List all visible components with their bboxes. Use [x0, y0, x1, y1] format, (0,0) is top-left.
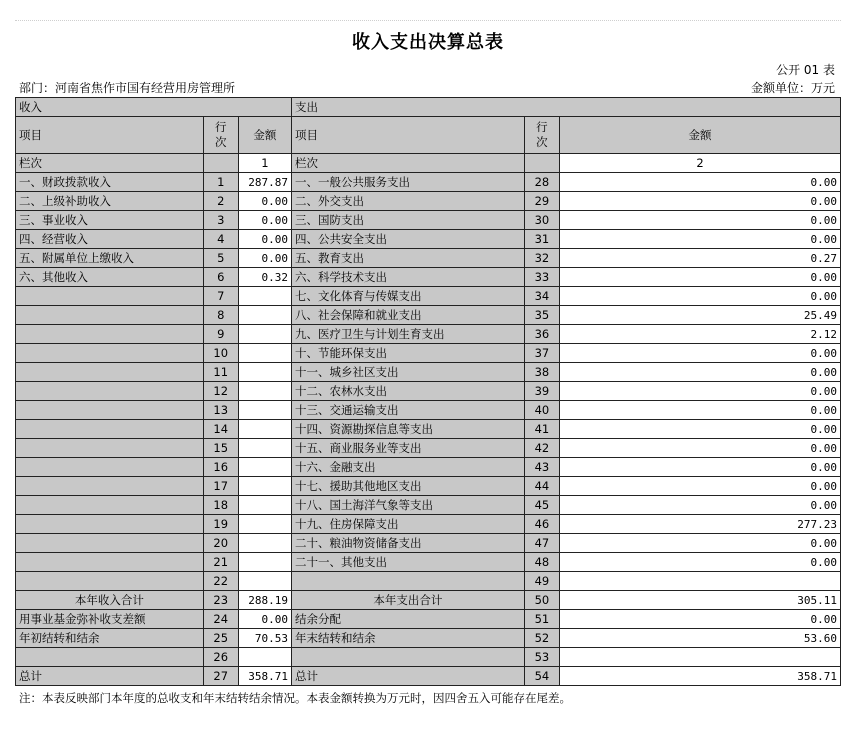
expense-amount: 0.00: [559, 420, 840, 439]
income-amount: [238, 344, 291, 363]
grand-total-row: [16, 667, 841, 686]
expense-amount: 277.23: [559, 515, 840, 534]
expense-item-label: 十九、住房保障支出: [291, 515, 524, 534]
expense-item-label: 十、节能环保支出: [291, 344, 524, 363]
grand-total-income-label: 总计: [16, 667, 204, 686]
table-row: [16, 173, 841, 192]
expense-item-label: 七、文化体育与传媒支出: [291, 287, 524, 306]
income-item-label: [16, 515, 204, 534]
report-sheet: [15, 20, 841, 706]
expense-amount: [559, 572, 840, 591]
expense-item-label: 九、医疗卫生与计划生育支出: [291, 325, 524, 344]
year-income-total-amount: 288.19: [238, 591, 291, 610]
table-row: [16, 363, 841, 382]
begin-balance-amount: 70.53: [238, 629, 291, 648]
end-balance-line: 52: [524, 629, 559, 648]
table-row: [16, 306, 841, 325]
expense-item-label: 十六、金融支出: [291, 458, 524, 477]
expense-item-label: 二十一、其他支出: [291, 553, 524, 572]
expense-line-number: 29: [524, 192, 559, 211]
income-amount: [238, 325, 291, 344]
expense-item-label: 八、社会保障和就业支出: [291, 306, 524, 325]
expense-line-number: 40: [524, 401, 559, 420]
end-balance-amount: 53.60: [559, 629, 840, 648]
year-expense-total-label: 本年支出合计: [291, 591, 524, 610]
fund-amount: 0.00: [238, 610, 291, 629]
section-header-row: [16, 98, 841, 117]
income-amount: [238, 439, 291, 458]
income-line-number: 15: [203, 439, 238, 458]
expense-line-number: 34: [524, 287, 559, 306]
grand-total-expense-label: 总计: [291, 667, 524, 686]
income-amount: [238, 496, 291, 515]
income-amount: [238, 382, 291, 401]
income-amount: [238, 458, 291, 477]
fund-row: [16, 610, 841, 629]
income-item-label: [16, 553, 204, 572]
income-line-number: 22: [203, 572, 238, 591]
expense-amount: 0.00: [559, 230, 840, 249]
income-line-number: 21: [203, 553, 238, 572]
expense-line-number: 41: [524, 420, 559, 439]
table-row: [16, 496, 841, 515]
income-line-number: 17: [203, 477, 238, 496]
begin-balance-label: 年初结转和结余: [16, 629, 204, 648]
expense-line-number: 43: [524, 458, 559, 477]
income-line-number: 3: [203, 211, 238, 230]
department-row: [15, 79, 841, 97]
income-line-header: 行 次: [203, 117, 238, 154]
income-line-number: 4: [203, 230, 238, 249]
income-amount: [238, 572, 291, 591]
income-item-label: 一、财政拨款收入: [16, 173, 204, 192]
income-item-label: [16, 439, 204, 458]
income-line-number: 20: [203, 534, 238, 553]
distribution-label: 结余分配: [291, 610, 524, 629]
table-row: [16, 553, 841, 572]
income-item-label: [16, 458, 204, 477]
expense-column-number: 2: [559, 154, 840, 173]
expense-amount: 0.00: [559, 534, 840, 553]
income-item-label: [16, 325, 204, 344]
table-row: [16, 230, 841, 249]
income-line-number: 2: [203, 192, 238, 211]
table-row: [16, 458, 841, 477]
table-row: [16, 534, 841, 553]
table-row: [16, 287, 841, 306]
blank-income-line: 26: [203, 648, 238, 667]
income-item-label: [16, 420, 204, 439]
blank-income-amount: [238, 648, 291, 667]
income-item-label: [16, 382, 204, 401]
blank-income-label: [16, 648, 204, 667]
expense-amount-header: 金额: [559, 117, 840, 154]
department-name: 部门：河南省焦作市国有经营用房管理所: [19, 81, 236, 95]
expense-line-number: 30: [524, 211, 559, 230]
income-amount: 0.00: [238, 249, 291, 268]
expense-amount: 0.00: [559, 382, 840, 401]
income-item-label: [16, 572, 204, 591]
expense-line-number: 32: [524, 249, 559, 268]
expense-column-blank: [524, 154, 559, 173]
income-item-label: [16, 306, 204, 325]
expense-amount: 0.00: [559, 496, 840, 515]
expense-line-number: 46: [524, 515, 559, 534]
expense-column-label: 栏次: [291, 154, 524, 173]
table-row: [16, 249, 841, 268]
expense-amount: 0.00: [559, 458, 840, 477]
expense-section-header: 支出: [291, 98, 840, 117]
table-row: [16, 382, 841, 401]
form-number-row: [15, 61, 841, 79]
expense-amount: 0.00: [559, 363, 840, 382]
income-column-blank: [203, 154, 238, 173]
expense-item-label: [291, 572, 524, 591]
table-row: [16, 515, 841, 534]
income-line-number: 9: [203, 325, 238, 344]
end-balance-label: 年末结转和结余: [291, 629, 524, 648]
income-amount: [238, 401, 291, 420]
income-amount: [238, 287, 291, 306]
income-line-number: 11: [203, 363, 238, 382]
income-amount: [238, 477, 291, 496]
expense-line-number: 39: [524, 382, 559, 401]
income-amount: [238, 553, 291, 572]
income-item-label: [16, 477, 204, 496]
column-number-row: [16, 154, 841, 173]
income-item-label: [16, 287, 204, 306]
expense-line-number: 44: [524, 477, 559, 496]
begin-balance-line: 25: [203, 629, 238, 648]
year-income-total-line: 23: [203, 591, 238, 610]
expense-amount: 0.00: [559, 553, 840, 572]
table-row: [16, 439, 841, 458]
income-amount: [238, 420, 291, 439]
expense-line-number: 31: [524, 230, 559, 249]
expense-amount: 0.00: [559, 268, 840, 287]
expense-item-label: 六、科学技术支出: [291, 268, 524, 287]
form-number: 公开 01 表: [776, 63, 835, 77]
income-line-number: 10: [203, 344, 238, 363]
expense-item-header: 项目: [291, 117, 524, 154]
expense-line-number: 47: [524, 534, 559, 553]
income-amount: 0.32: [238, 268, 291, 287]
expense-amount: 2.12: [559, 325, 840, 344]
expense-line-number: 37: [524, 344, 559, 363]
expense-amount: 0.00: [559, 192, 840, 211]
expense-amount: 0.00: [559, 401, 840, 420]
amount-unit: 金额单位：万元: [750, 81, 835, 95]
expense-amount: 0.27: [559, 249, 840, 268]
expense-line-header: 行 次: [524, 117, 559, 154]
income-amount: 0.00: [238, 230, 291, 249]
blank-expense-line: 53: [524, 648, 559, 667]
expense-amount: 0.00: [559, 173, 840, 192]
income-line-number: 12: [203, 382, 238, 401]
income-amount: [238, 306, 291, 325]
income-line-number: 6: [203, 268, 238, 287]
distribution-line: 51: [524, 610, 559, 629]
income-amount-header: 金额: [238, 117, 291, 154]
income-line-number: 7: [203, 287, 238, 306]
income-line-number: 19: [203, 515, 238, 534]
expense-line-number: 42: [524, 439, 559, 458]
income-item-label: 三、事业收入: [16, 211, 204, 230]
expense-line-number: 38: [524, 363, 559, 382]
income-amount: [238, 515, 291, 534]
expense-item-label: 十四、资源勘探信息等支出: [291, 420, 524, 439]
income-item-label: 五、附属单位上缴收入: [16, 249, 204, 268]
expense-item-label: 十二、农林水支出: [291, 382, 524, 401]
income-item-label: [16, 534, 204, 553]
expense-item-label: 一、一般公共服务支出: [291, 173, 524, 192]
expense-item-label: 十八、国土海洋气象等支出: [291, 496, 524, 515]
fund-line: 24: [203, 610, 238, 629]
grand-total-expense-amount: 358.71: [559, 667, 840, 686]
income-amount: [238, 363, 291, 382]
expense-item-label: 十三、交通运输支出: [291, 401, 524, 420]
table-row: [16, 420, 841, 439]
table-row: [16, 325, 841, 344]
expense-line-number: 45: [524, 496, 559, 515]
expense-amount: 25.49: [559, 306, 840, 325]
blank-expense-label: [291, 648, 524, 667]
income-item-label: [16, 344, 204, 363]
grand-total-income-amount: 358.71: [238, 667, 291, 686]
grand-total-expense-line: 54: [524, 667, 559, 686]
expense-item-label: 二、外交支出: [291, 192, 524, 211]
expense-amount: 0.00: [559, 344, 840, 363]
expense-item-label: 三、国防支出: [291, 211, 524, 230]
income-item-header: 项目: [16, 117, 204, 154]
footnote: 注：本表反映部门本年度的总收支和年末结转结余情况。本表金额转换为万元时，因四舍五入可能存在尾差。: [19, 691, 571, 705]
income-line-number: 5: [203, 249, 238, 268]
income-item-label: [16, 496, 204, 515]
expense-amount: 0.00: [559, 211, 840, 230]
income-amount: 287.87: [238, 173, 291, 192]
year-total-row: [16, 591, 841, 610]
year-income-total-label: 本年收入合计: [16, 591, 204, 610]
year-expense-total-line: 50: [524, 591, 559, 610]
table-row: [16, 344, 841, 363]
column-header-row: [16, 117, 841, 154]
expense-item-label: 五、教育支出: [291, 249, 524, 268]
table-row: [16, 268, 841, 287]
blank-row: [16, 648, 841, 667]
carryover-row: [16, 629, 841, 648]
title-row: [15, 20, 841, 61]
expense-line-number: 33: [524, 268, 559, 287]
expense-item-label: 十一、城乡社区支出: [291, 363, 524, 382]
expense-line-number: 35: [524, 306, 559, 325]
income-line-number: 18: [203, 496, 238, 515]
grand-total-income-line: 27: [203, 667, 238, 686]
income-line-number: 16: [203, 458, 238, 477]
table-row: [16, 401, 841, 420]
summary-table: [15, 97, 841, 686]
table-row: [16, 192, 841, 211]
expense-line-number: 49: [524, 572, 559, 591]
income-line-number: 13: [203, 401, 238, 420]
income-section-header: 收入: [16, 98, 292, 117]
income-line-number: 1: [203, 173, 238, 192]
expense-line-number: 48: [524, 553, 559, 572]
expense-line-number: 28: [524, 173, 559, 192]
income-column-label: 栏次: [16, 154, 204, 173]
expense-item-label: 十五、商业服务业等支出: [291, 439, 524, 458]
expense-line-number: 36: [524, 325, 559, 344]
income-item-label: 四、经营收入: [16, 230, 204, 249]
table-row: [16, 572, 841, 591]
expense-amount: 0.00: [559, 287, 840, 306]
expense-item-label: 四、公共安全支出: [291, 230, 524, 249]
income-item-label: [16, 363, 204, 382]
distribution-amount: 0.00: [559, 610, 840, 629]
expense-amount: 0.00: [559, 439, 840, 458]
expense-item-label: 二十、粮油物资储备支出: [291, 534, 524, 553]
income-line-number: 14: [203, 420, 238, 439]
income-item-label: 六、其他收入: [16, 268, 204, 287]
table-row: [16, 477, 841, 496]
report-title: 收入支出决算总表: [352, 32, 504, 53]
blank-expense-amount: [559, 648, 840, 667]
table-row: [16, 211, 841, 230]
expense-amount: 0.00: [559, 477, 840, 496]
fund-label: 用事业基金弥补收支差额: [16, 610, 204, 629]
year-expense-total-amount: 305.11: [559, 591, 840, 610]
income-item-label: 二、上级补助收入: [16, 192, 204, 211]
income-item-label: [16, 401, 204, 420]
income-column-number: 1: [238, 154, 291, 173]
income-amount: [238, 534, 291, 553]
expense-item-label: 十七、援助其他地区支出: [291, 477, 524, 496]
income-line-number: 8: [203, 306, 238, 325]
income-amount: 0.00: [238, 192, 291, 211]
income-amount: 0.00: [238, 211, 291, 230]
